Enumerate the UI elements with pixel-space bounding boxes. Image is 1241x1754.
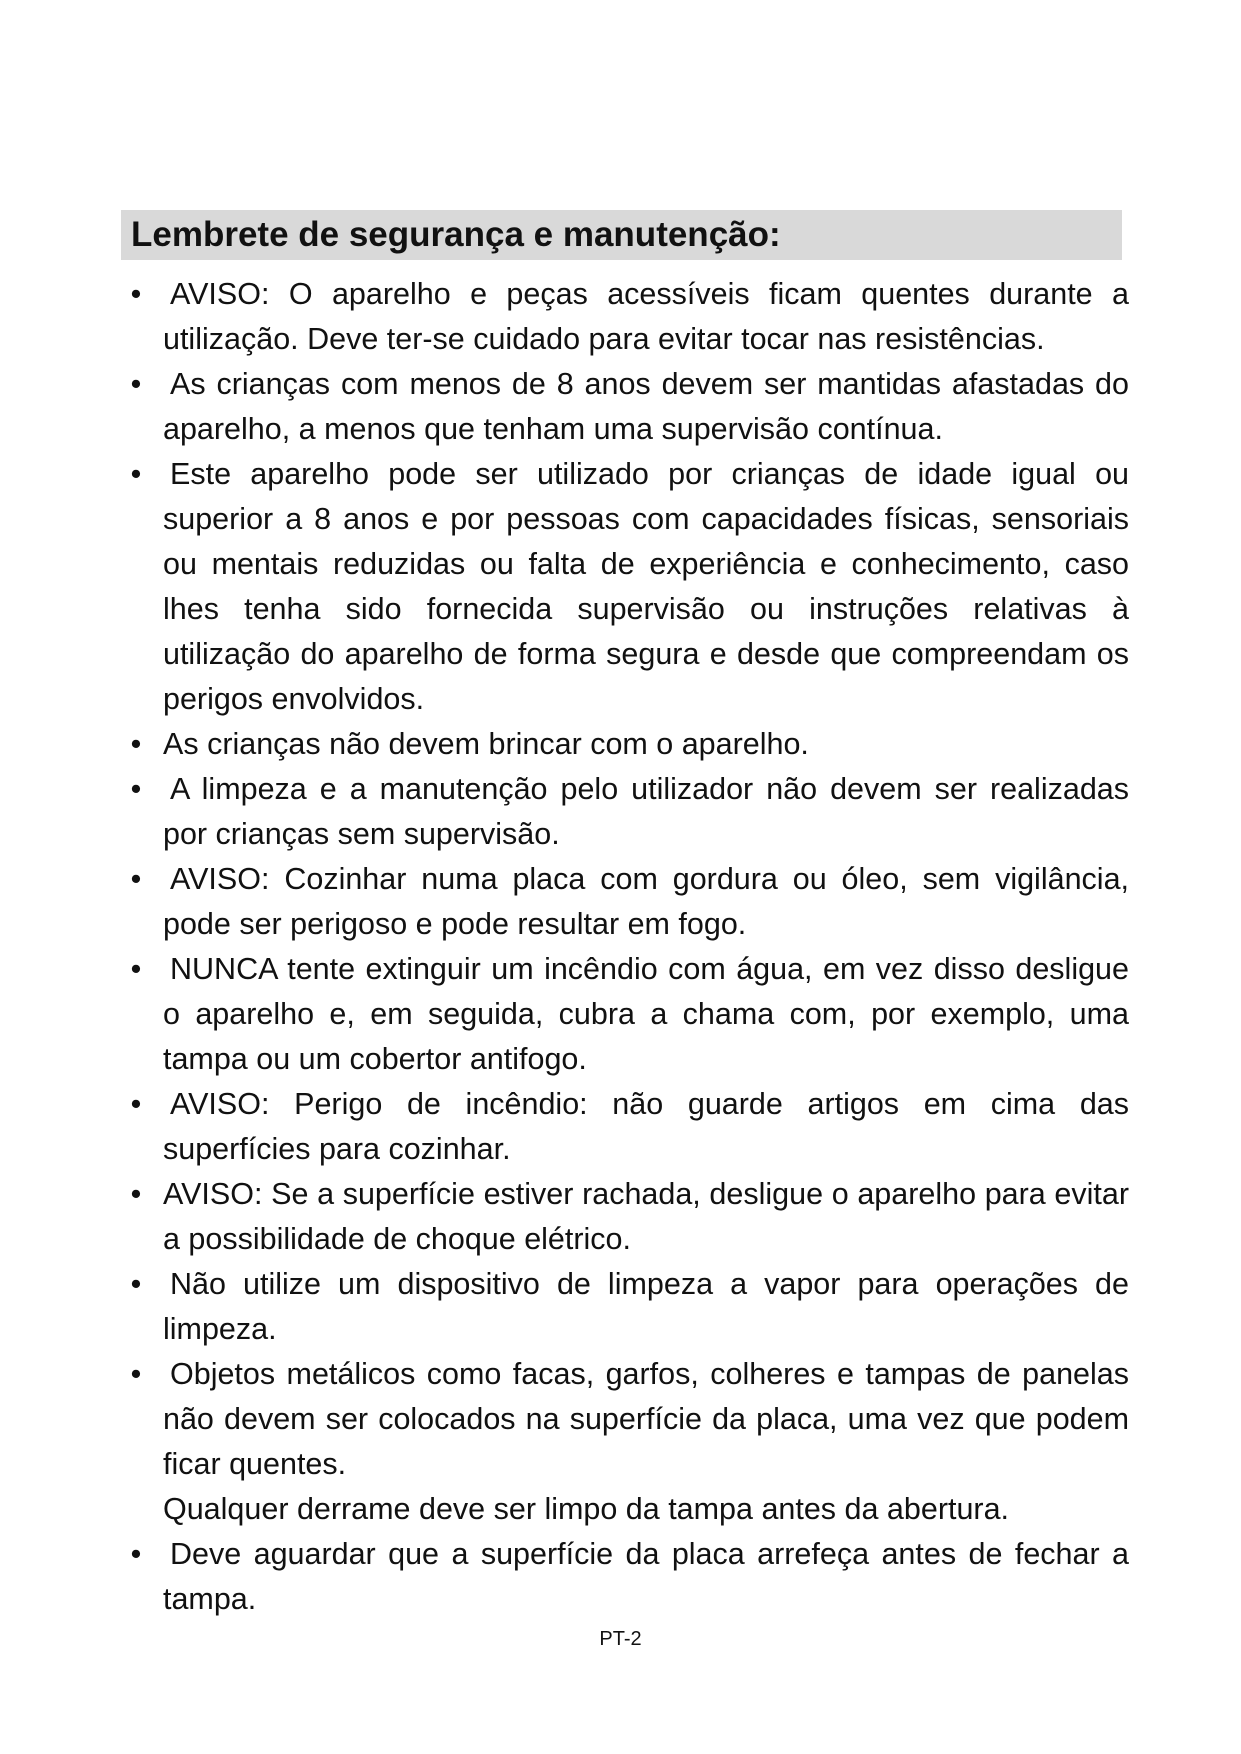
bullet-icon: • [130,1177,142,1211]
bullet-icon: • [130,952,142,986]
list-item [130,857,1129,947]
list-item-text: As crianças não devem brincar com o aparelho. [163,727,809,761]
bullet-icon: • [130,457,142,491]
list-item-continuation: Qualquer derrame deve ser limpo da tampa antes da abertura. [163,1492,1010,1526]
list-item [130,362,1129,452]
list-item-text: AVISO: Cozinhar numa placa com gordura ou óleo, sem vigilância, pode ser perigoso e pode resultar em fogo. [163,862,1129,941]
list-item [130,947,1129,1082]
bullet-icon: • [130,862,142,896]
list-item [130,272,1129,362]
list-item-text: AVISO: Se a superfície estiver rachada, desligue o aparelho para evitar a possibilidade de choque elétrico. [163,1177,1129,1256]
safety-list [130,272,1129,1622]
bullet-icon: • [130,277,142,311]
list-item-text: As crianças com menos de 8 anos devem ser mantidas afastadas do aparelho, a menos que tenham uma supervisão contínua. [163,367,1129,446]
list-item [130,722,1129,767]
bullet-icon: • [130,1537,142,1571]
list-item [130,452,1129,722]
list-item-text: NUNCA tente extinguir um incêndio com água, em vez disso desligue o aparelho e, em seguida, cubra a chama com, por exemplo, uma tampa ou um cobertor antifogo. [163,952,1129,1076]
page-number: PT-2 [599,1628,642,1650]
list-item-text: AVISO: O aparelho e peças acessíveis ficam quentes durante a utilização. Deve ter-se cuidado para evitar tocar nas resistências. [163,277,1129,356]
list-item-text: Objetos metálicos como facas, garfos, colheres e tampas de panelas não devem ser colocados na superfície da placa, uma vez que podem ficar quentes. [163,1357,1129,1481]
bullet-icon: • [130,772,142,806]
bullet-icon: • [130,367,142,401]
bullet-icon: • [130,727,142,761]
list-item-text: Deve aguardar que a superfície da placa arrefeça antes de fechar a tampa. [163,1537,1129,1616]
list-item [130,1082,1129,1172]
list-item-text: AVISO: Perigo de incêndio: não guarde artigos em cima das superfícies para cozinhar. [163,1087,1129,1166]
list-item-text: Este aparelho pode ser utilizado por crianças de idade igual ou superior a 8 anos e por pessoas com capacidades físicas, sensoriais ou mentais reduzidas ou falta de experiência e conhecimento, caso lhes tenha sido fornecida supervisão ou instruções relativas à utilização do aparelho de forma segura e desde que compreendam os perigos envolvidos. [163,457,1129,716]
bullet-icon: • [130,1357,142,1391]
section-heading: Lembrete de segurança e manutenção: [131,215,781,254]
bullet-icon: • [130,1267,142,1301]
list-item [130,1172,1129,1262]
list-item-text: A limpeza e a manutenção pelo utilizador não devem ser realizadas por crianças sem supervisão. [163,772,1129,851]
list-item-text: Não utilize um dispositivo de limpeza a vapor para operações de limpeza. [163,1267,1129,1346]
list-item [130,1352,1129,1532]
list-item [130,1262,1129,1352]
list-item [130,1532,1129,1622]
list-item [130,767,1129,857]
bullet-icon: • [130,1087,142,1121]
